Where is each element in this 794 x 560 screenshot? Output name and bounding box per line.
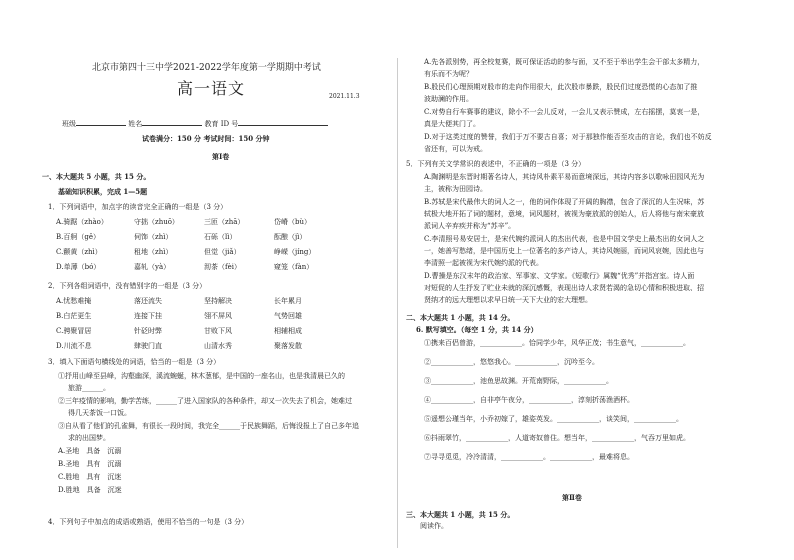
score-time: 试卷满分：150 分 考试时间：150 分钟 <box>142 134 270 143</box>
q3-sentence-b: ②三年疫情的影响，勤学苦练，______了进入国家队的各种条件，却又一次失去了机会，她难过 <box>58 397 352 405</box>
q2-option-d-item-1: D.川流不息 <box>56 342 92 350</box>
id-label: 教育 ID 号 <box>204 120 239 128</box>
q5-option-d: D.曹操是东汉末年的政治家、军事家、文学家。《短歌行》属魏“优秀”并指宫室。诗人面 <box>424 272 695 280</box>
q1-option-b-item-4: 酝酿（jì） <box>274 233 307 241</box>
q4-option-d: D.对于这类过度的赞誉，我们于万不要古自喜；对于那独作能否至攻击的言论，我们也不妨反 <box>424 133 712 141</box>
q5-option-b3: 派词人辛弃疾并称为“苏辛”。 <box>424 222 516 230</box>
q5-option-a: A.陶渊明是东晋时期著名诗人，其诗风朴素平易而意境深远，其诗内容多以歌咏田园风光为 <box>424 173 705 181</box>
question-3: 3．填入下面语句横线处的词语，恰当的一组是（3 分） <box>48 358 221 366</box>
column-divider <box>397 58 398 548</box>
q4-option-c: C.对势自行车赛事的建议，除小不一会儿反对，一会儿又表示赞成，左右摇摆，莫衷一是， <box>424 108 705 116</box>
q2-option-a-item-3: 坚持解决 <box>204 297 232 305</box>
q1-option-c-item-3: 但觉（jiǎ） <box>204 248 241 256</box>
q2-option-b-item-3: 翎不屏风 <box>204 312 232 320</box>
q1-option-b-item-1: B.百舸（gě） <box>56 233 100 241</box>
id-blank[interactable] <box>238 118 328 126</box>
q5-option-b: B.苏轼是宋代最伟大的词人之一，他的词作体现了开阔的胸襟，包含了深沉的人生况味，苏 <box>424 198 705 206</box>
q2-option-d-item-2: 肆驶门直 <box>134 342 162 350</box>
q2-option-a-item-2: 落还流失 <box>134 297 162 305</box>
q1-option-d-item-3: 沏茶（fèi） <box>204 263 241 271</box>
class-blank[interactable] <box>76 118 126 126</box>
q1-option-a-item-4: 岱嵴（bù） <box>274 218 311 226</box>
q6-line-7: ⑦寻寻觅觅，冷冷清清，____________。____________，最难将息。 <box>424 453 634 461</box>
q2-option-c-item-2: 针砭时弊 <box>134 327 162 335</box>
q3-sentence-a: ①抒用山峰至县峰，沟壑幽深，溪流蜿蜒，林木葱郁，是中国的一座名山，也是我清晨已久的 <box>58 372 345 380</box>
q5-option-a2: 主，被称为田园诗。 <box>424 185 487 193</box>
q4-option-c2: 真是大便其门了。 <box>424 120 480 128</box>
q2-option-c-item-1: C.骋聚冒居 <box>56 327 92 335</box>
q1-option-c-item-2: 租地（zhì） <box>134 248 173 256</box>
section-1-heading: 一、本大题共 5 小题，共 15 分。 <box>42 172 151 181</box>
question-6: 6. 默写填空。（每空 1 分，共 14 分） <box>416 325 538 334</box>
q2-option-b-item-1: B.白茫更生 <box>56 312 92 320</box>
q2-option-b-item-4: 气势回雄 <box>274 312 302 320</box>
q4-option-a2: 有乐而不为呢？ <box>424 70 473 78</box>
question-1: 1．下列词语中，加点字的读音完全正确的一组是（3 分） <box>48 203 228 211</box>
q2-option-d-item-4: 聚落发散 <box>274 342 302 350</box>
q4-option-d2: 省还有，可以为戒。 <box>424 145 487 153</box>
volume-2: 第Ⅱ卷 <box>562 493 582 502</box>
q6-line-1: ①携来百侣曾游，____________。恰同学少年，风华正茂；书生意气，____________。 <box>424 339 690 347</box>
q2-option-a-item-4: 长年累月 <box>274 297 302 305</box>
q1-option-b-item-2: 伺饰（zhì） <box>134 233 173 241</box>
q6-line-3: ③____________，池鱼思故渊。开荒南野际，____________。 <box>424 377 613 385</box>
class-label: 班级 <box>62 120 76 128</box>
section-3-heading: 三、本大题共 1 小题，共 15 分。 <box>406 510 515 519</box>
q5-option-c: C.李清照号易安居士，是宋代婉约派词人的杰出代表，也是中国文学史上最杰出的女词人之 <box>424 235 705 243</box>
q6-line-5: ⑤遥想公瑾当年，小乔初嫁了，雄姿英发。____________，谈笑间，____________。 <box>424 415 683 423</box>
q5-option-b2: 轼极大地开拓了词的题材，意境，词风题材，被视为豪放派的创始人，后人将他与南宋豪放 <box>424 210 704 218</box>
q1-option-c-item-1: C.颤黄（zhì） <box>56 248 102 256</box>
q1-option-b-item-3: 石砾（lì） <box>204 233 237 241</box>
q5-option-c2: 一，她善写愁绪，是中国历史上一位著名的多产诗人，其诗风婉丽，而词风哀婉，因此也与 <box>424 247 704 255</box>
q1-option-a-item-3: 三匝（zhā） <box>204 218 245 226</box>
q3-option-a: A.圣地 具备 沉溺 <box>58 447 122 455</box>
q3-option-d: D.胜地 具备 沉迷 <box>58 486 122 494</box>
q6-line-2: ②____________，悠悠我心。____________，沉吟至今。 <box>424 358 599 366</box>
question-4: 4．下列句子中加点的成语或熟语，使用不恰当的一句是（3 分） <box>48 518 249 526</box>
q1-option-d-item-1: D.单薄（bó） <box>56 263 101 271</box>
q4-option-b: B.股民们心理预期对股市的走向作用很大，此次股市暴跌，股民们过度恐慌的心态加了推 <box>424 83 698 91</box>
section-2-heading: 二、本大题共 1 小题，共 14 分。 <box>406 313 515 322</box>
q4-option-b2: 波助澜的作用。 <box>424 95 473 103</box>
q1-option-d-item-2: 嘉轧（yà） <box>134 263 171 271</box>
exam-title: 北京市第四十三中学2021-2022学年度第一学期期中考试 <box>92 63 321 73</box>
q2-option-d-item-3: 山清水秀 <box>204 342 232 350</box>
q6-line-6: ⑥抖雨翠竹，____________，人道寄奴曾住。想当年，____________，气吞万里如虎。 <box>424 434 690 442</box>
q3-sentence-a2: 旅游______。 <box>68 384 110 392</box>
q3-sentence-c2: 求的出国梦。 <box>68 434 110 442</box>
q1-option-a-item-2: 守拙（zhuō） <box>134 218 179 226</box>
section-3-sub: 阅读作。 <box>420 522 448 530</box>
q2-option-c-item-4: 相辅相成 <box>274 327 302 335</box>
q3-option-b: B.圣地 具有 沉溺 <box>58 460 122 468</box>
q3-option-c: C.胜地 具有 沉迷 <box>58 473 122 481</box>
q1-option-c-item-4: 峥嵘（jíng） <box>274 248 316 256</box>
q1-option-d-item-4: 窥笼（fàn） <box>274 263 314 271</box>
q1-option-a-item-1: A.骑踞（zhào） <box>56 218 108 226</box>
q4-option-a: A.先各派别势，再全校复赛，既可保证活动的参与面，又不至于举出学生会干部太多精力， <box>424 58 705 66</box>
q5-option-d3: 贤纳才的远大理想以求早日统一天下大业的宏大理想。 <box>424 296 592 304</box>
question-2: 2．下列各组词语中，没有错别字的一组是（3 分） <box>48 282 207 290</box>
volume-1: 第Ⅰ卷 <box>212 152 230 161</box>
section-1-sub: 基础知识积累，完成 1—5题 <box>58 187 148 196</box>
q2-option-b-item-2: 连接下挂 <box>134 312 162 320</box>
exam-date: 2021.11.3 <box>329 93 360 100</box>
info-fields <box>62 118 328 129</box>
name-blank[interactable] <box>142 118 202 126</box>
subject-title: 高一语文 <box>177 79 246 98</box>
name-label: 姓名 <box>128 120 143 128</box>
q5-option-d2: 对短促的人生抒发了贮业未就的深沉感慨，表现出诗人求贤若渴的急切心情和积极进取、招 <box>424 284 704 292</box>
q3-sentence-b2: 得几天茶饭一口饭。 <box>68 409 131 417</box>
q6-line-4: ④____________，自非亭午夜分，____________，淳刻折荡渔酒杯。 <box>424 396 634 404</box>
q5-option-c3: 李清照一起被视为宋代婉约派的代表。 <box>424 259 543 267</box>
q3-sentence-c: ③自从看了他们的孔雀舞，有很长一段时间，我完全______于民族舞蹈，后悔没报上了自己多年追 <box>58 422 359 430</box>
q2-option-a-item-1: A.忧愁难掩 <box>56 297 92 305</box>
q2-option-c-item-3: 甘败下风 <box>204 327 232 335</box>
question-5: 5．下列有关文学常识的表述中，不正确的一项是（3 分） <box>406 160 586 168</box>
